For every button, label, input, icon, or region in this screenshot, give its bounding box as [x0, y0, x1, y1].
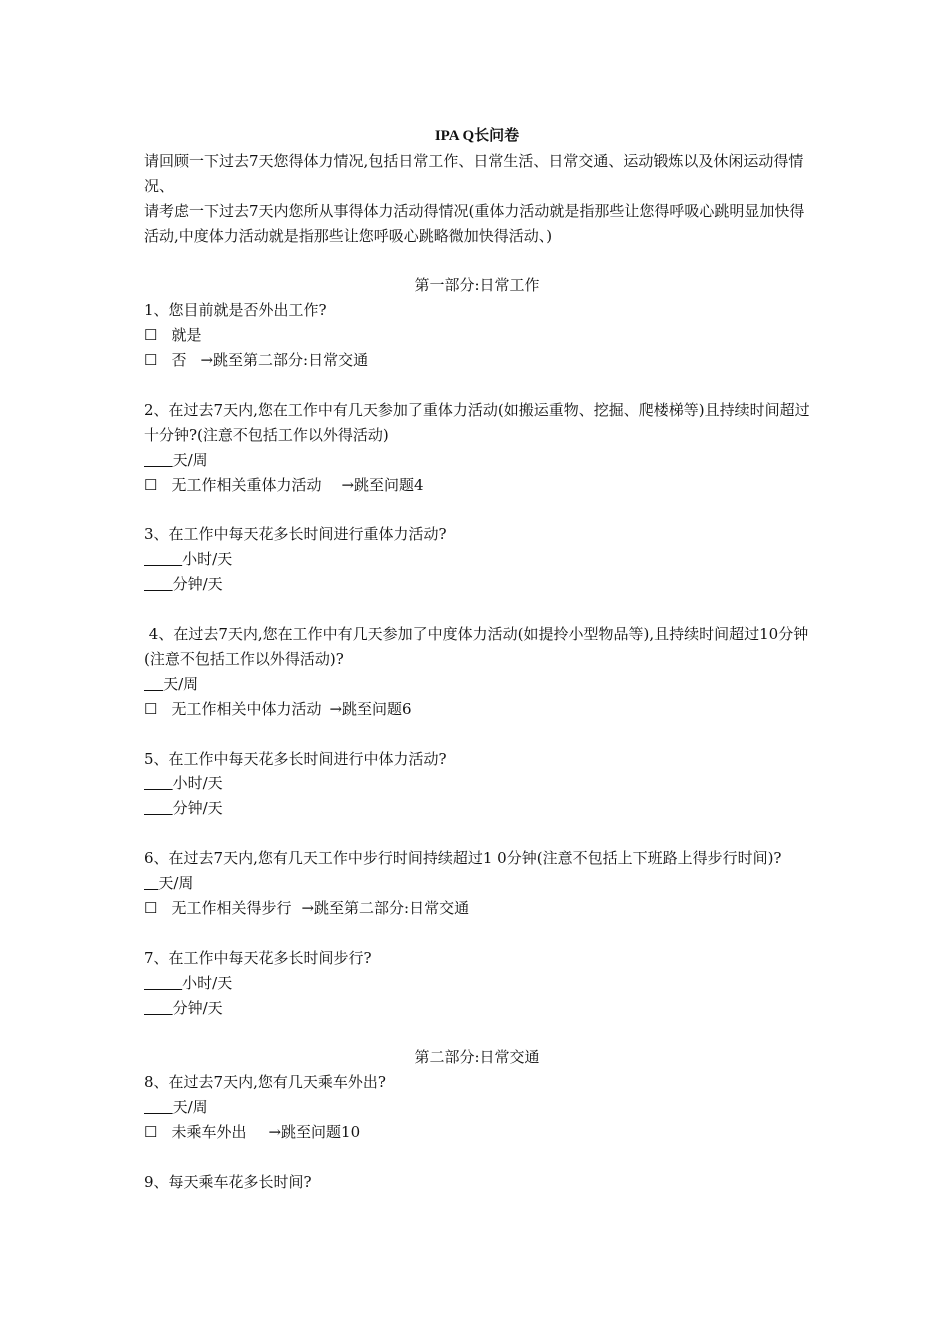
unit-label: 天/周 — [172, 1098, 208, 1117]
spacer — [144, 722, 810, 747]
question-7: 7、在工作中每天花多长时间步行? — [144, 948, 372, 967]
spacer — [144, 921, 810, 946]
answer-line-hours — [144, 971, 810, 996]
section-heading-work: 第一部分:日常工作 — [414, 276, 540, 295]
checkbox-icon[interactable]: ☐ — [144, 326, 158, 345]
questionnaire-document — [144, 124, 810, 1195]
checkbox-icon[interactable]: ☐ — [144, 1123, 158, 1142]
intro-paragraph-2: 请考虑一下过去7天内您所从事得体力活动得情况(重体力活动就是指那些让您得呼吸心跳明显加快得活动,中度体力活动就是指那些让您呼吸心跳略微加快得活动、) — [144, 201, 805, 245]
question-9: 9、每天乘车花多长时间? — [144, 1172, 312, 1191]
option-no — [144, 348, 810, 373]
answer-line — [144, 871, 810, 896]
answer-line-minutes — [144, 796, 810, 821]
answer-blank[interactable] — [144, 774, 173, 792]
unit-label: 分钟/天 — [172, 575, 223, 594]
answer-line — [144, 448, 810, 473]
answer-line-hours — [144, 547, 810, 572]
spacer — [144, 249, 810, 274]
unit-label: 小时/天 — [172, 774, 223, 793]
unit-label: 天/周 — [163, 674, 199, 693]
answer-blank[interactable] — [144, 974, 182, 992]
checkbox-icon[interactable]: ☐ — [144, 475, 158, 494]
question-2: 2、在过去7天内,您在工作中有几天参加了重体力活动(如搬运重物、挖掘、爬楼梯等)且持续时间超过十分钟?(注意不包括工作以外得活动) — [144, 400, 810, 444]
skip-instruction: →跳至问题10 — [268, 1123, 361, 1142]
skip-instruction: →跳至问题6 — [329, 699, 412, 718]
spacer — [144, 1145, 810, 1170]
option-none-label: 无工作相关中体力活动 — [171, 699, 322, 718]
checkbox-icon[interactable]: ☐ — [144, 351, 158, 370]
option-none — [144, 896, 810, 921]
answer-blank[interactable] — [144, 999, 173, 1017]
spacer — [144, 498, 810, 523]
question-4: 4、在过去7天内,您在工作中有几天参加了中度体力活动(如提拎小型物品等),且持续时间超过10分钟(注意不包括工作以外得活动)? — [144, 625, 809, 668]
checkbox-icon[interactable]: ☐ — [144, 899, 158, 917]
skip-instruction: →跳至第二部分:日常交通 — [301, 899, 470, 917]
answer-blank[interactable] — [144, 451, 173, 469]
answer-blank[interactable] — [144, 575, 173, 593]
skip-instruction: →跳至第二部分:日常交通 — [200, 351, 369, 370]
question-6: 6、在过去7天内,您有几天工作中步行时间持续超过1 0分钟(注意不包括上下班路上得步行时间)? — [144, 849, 782, 868]
document-title: IPA Q长问卷 — [434, 128, 520, 144]
question-1: 1、您目前就是否外出工作? — [144, 301, 327, 320]
unit-label: 分钟/天 — [172, 799, 223, 818]
option-none-label: 无工作相关得步行 — [171, 899, 292, 917]
answer-blank[interactable] — [144, 799, 173, 817]
question-3: 3、在工作中每天花多长时间进行重体力活动? — [144, 525, 447, 544]
checkbox-icon[interactable]: ☐ — [144, 699, 158, 718]
answer-blank[interactable] — [144, 1098, 173, 1116]
skip-instruction: →跳至问题4 — [341, 475, 424, 494]
unit-label: 天/周 — [172, 450, 208, 469]
option-no-label: 否 — [171, 351, 187, 370]
unit-label: 小时/天 — [182, 973, 233, 992]
unit-label: 分钟/天 — [172, 998, 223, 1017]
option-none-label: 未乘车外出 — [171, 1123, 247, 1142]
option-yes — [144, 323, 810, 348]
answer-blank[interactable] — [144, 675, 163, 693]
section-heading-transport: 第二部分:日常交通 — [414, 1048, 540, 1067]
answer-line — [144, 1095, 810, 1120]
answer-line-minutes — [144, 572, 810, 597]
intro-paragraph-1: 请回顾一下过去7天您得体力情况,包括日常工作、日常生活、日常交通、运动锻炼以及休闲运动得情况、 — [144, 151, 804, 195]
option-yes-label: 就是 — [171, 326, 202, 345]
spacer — [144, 597, 810, 622]
option-none-label: 无工作相关重体力活动 — [171, 475, 322, 494]
answer-line-minutes — [144, 996, 810, 1021]
question-8: 8、在过去7天内,您有几天乘车外出? — [144, 1073, 386, 1092]
question-5: 5、在工作中每天花多长时间进行中体力活动? — [144, 749, 447, 768]
option-none — [144, 697, 810, 722]
answer-line — [144, 672, 810, 697]
spacer — [144, 1021, 810, 1046]
spacer — [144, 373, 810, 398]
unit-label: 小时/天 — [182, 550, 233, 569]
spacer — [144, 821, 810, 846]
option-none — [144, 1120, 810, 1145]
unit-label: 天/周 — [158, 874, 194, 893]
answer-blank[interactable] — [144, 874, 158, 892]
answer-blank[interactable] — [144, 550, 182, 568]
option-none — [144, 473, 810, 498]
answer-line-hours — [144, 771, 810, 796]
